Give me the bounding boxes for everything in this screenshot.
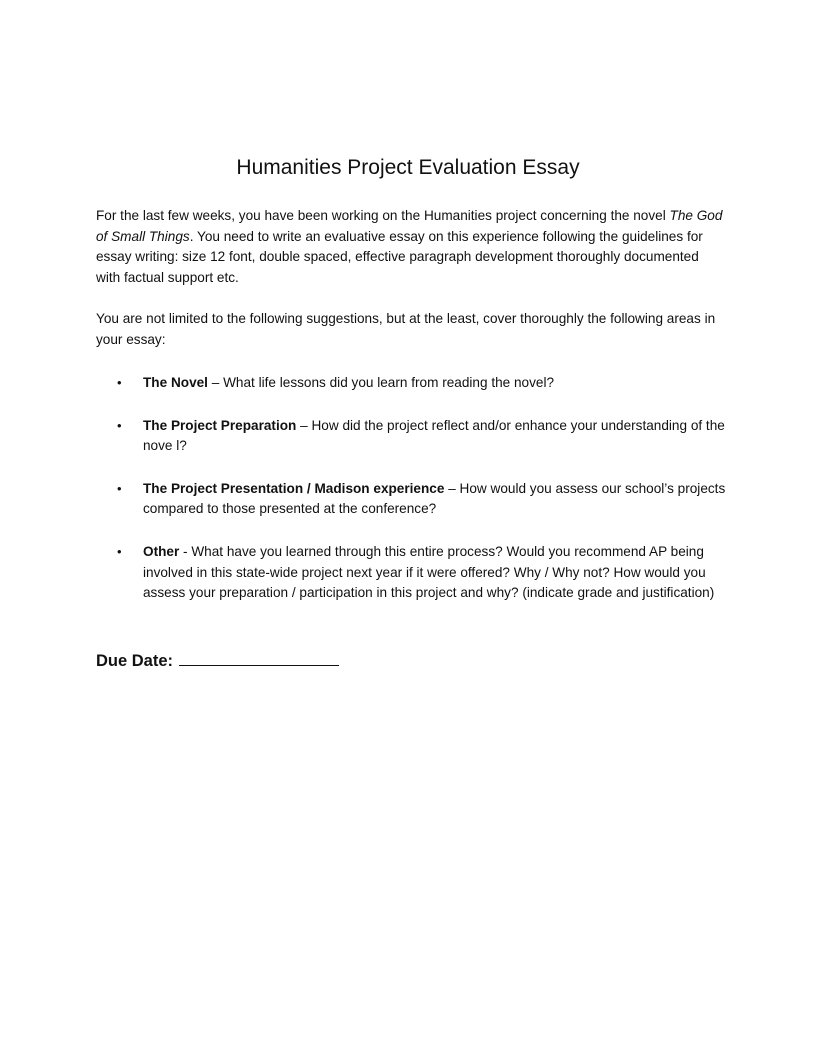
list-item-project-preparation (96, 416, 726, 457)
bullet-icon: • (117, 375, 122, 390)
intro-paragraph (96, 206, 726, 288)
item-heading: The Novel (143, 375, 208, 390)
item-text: – How would you assess our school’s projects compared to those presented at the conference? (143, 480, 726, 517)
item-heading: Other (143, 543, 180, 559)
due-date-row (96, 649, 339, 672)
list-item-other (96, 542, 726, 604)
intro-text-start: For the last few weeks, you have been working on the Humanities project concerning the novel (96, 208, 670, 223)
list-item-project-presentation (96, 479, 726, 520)
intro-text-end: . You need to write an evaluative essay on this experience following the guidelines for essay writing: size 12 font, double spaced, effective paragraph development thoroughly documented with factual support etc. (96, 228, 703, 285)
list-item-novel (96, 373, 726, 394)
bullet-icon: • (117, 543, 122, 559)
item-heading: The Project Presentation / Madison experience (143, 480, 445, 496)
due-date-label: Due Date: (96, 652, 174, 670)
item-text: – What life lessons did you learn from reading the novel? (207, 375, 555, 390)
item-text: – How did the project reflect and/or enhance your understanding of the nove l? (143, 417, 725, 454)
page-title: Humanities Project Evaluation Essay (236, 156, 580, 179)
item-text: - What have you learned through this entire process? Would you recommend AP being involved in this state-wide project next year if it were offered? Why / Why not? How would you assess your preparation / participation in this project and why? (indicate grade and justification) (143, 543, 715, 601)
lead-paragraph: You are not limited to the following suggestions, but at the least, cover thoroughly the following areas in your essay: (96, 311, 716, 347)
suggestions-list (96, 373, 726, 604)
due-date-blank (179, 649, 339, 666)
item-heading: The Project Preparation (143, 417, 297, 433)
bullet-icon: • (117, 480, 122, 496)
novel-title: The God of Small Things (96, 208, 723, 244)
bullet-icon: • (117, 417, 122, 433)
